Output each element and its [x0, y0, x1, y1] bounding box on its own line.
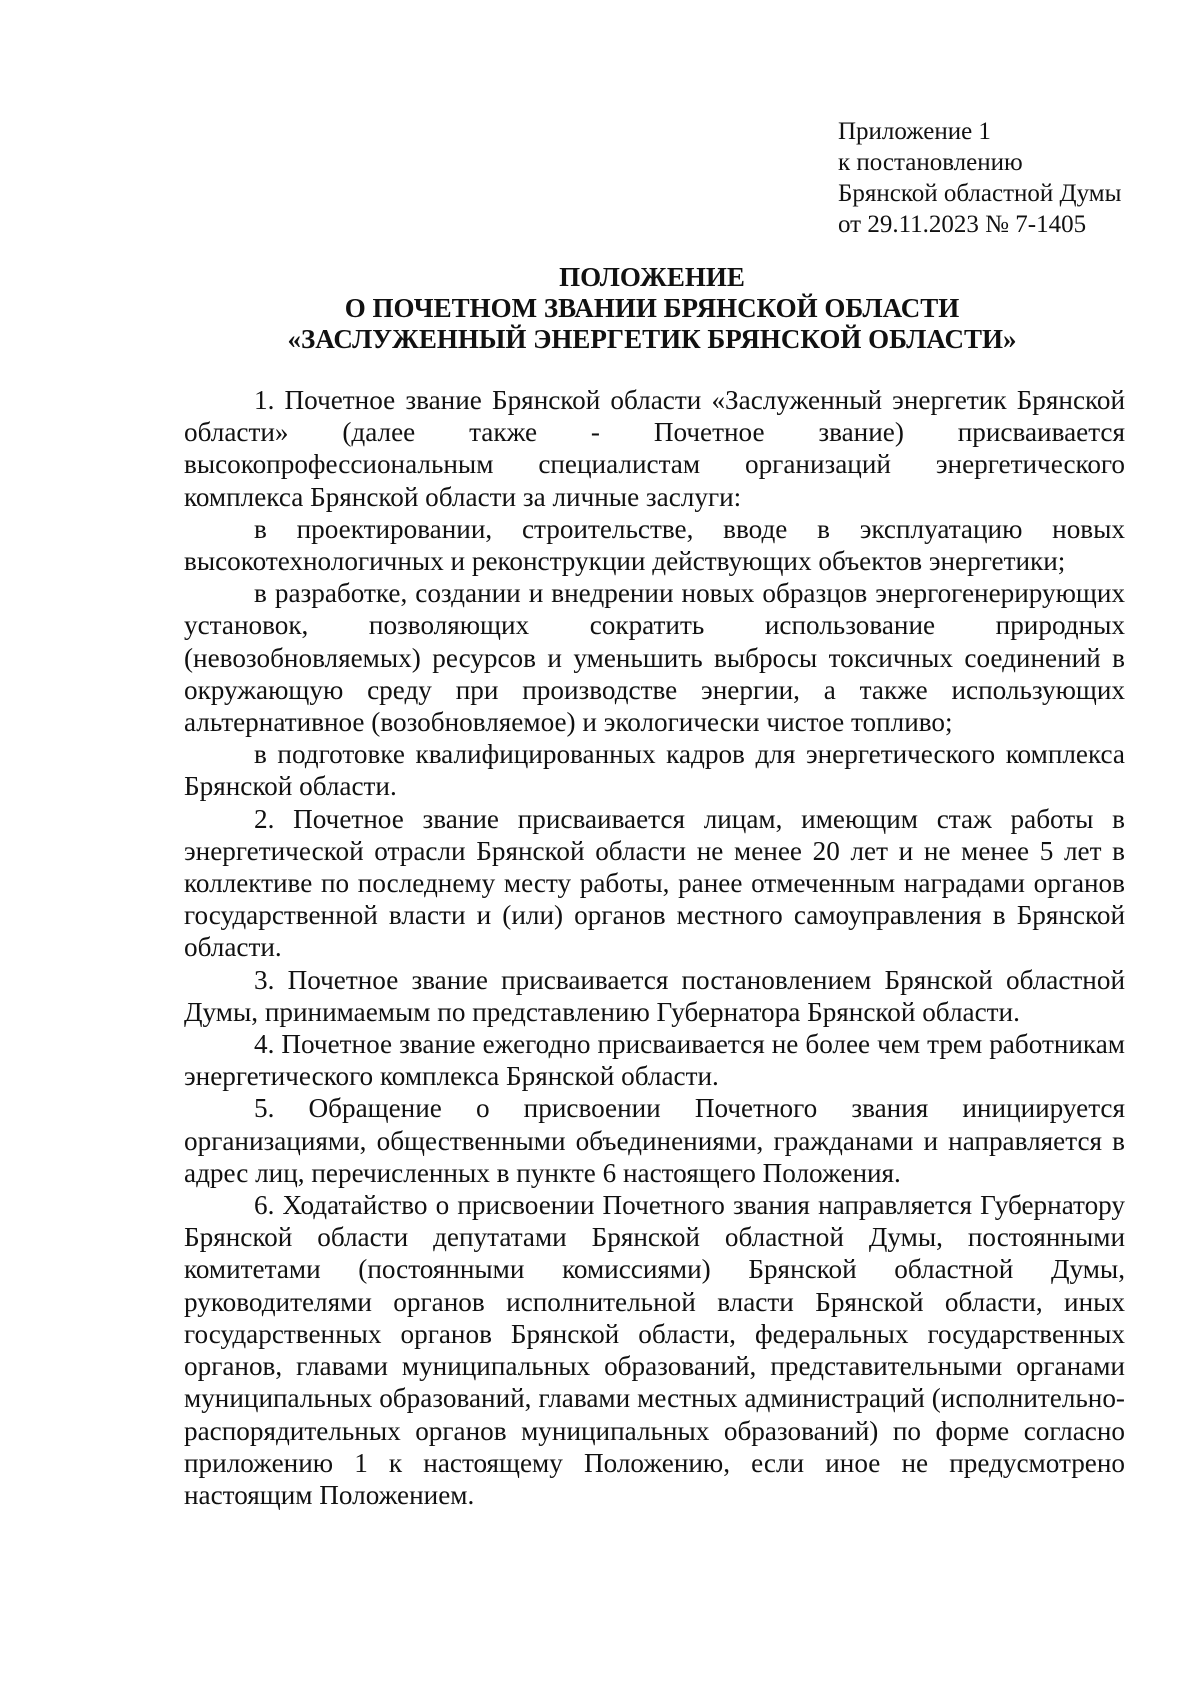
appendix-issuer: Брянской областной Думы [838, 180, 1122, 207]
paragraph-3: 3. Почетное звание присваивается постановлением Брянской областной Думы, принимаемым по представлению Губернатора Брянской области. [184, 964, 1125, 1027]
paragraph-1-item-training: в подготовке квалифицированных кадров для энергетического комплекса Брянской области. [184, 739, 1125, 802]
paragraph-6: 6. Ходатайство о присвоении Почетного звания направляется Губернатору Брянской области депутатами Брянской областной Думы, постоянными комитетами (постоянными комиссиями) Брянской областной Думы, руководителями органов исполнительной власти Брянской области, иных государственных органов Брянской области, федеральных государственных органов, главами муниципальных образований, представительными органами муниципальных образований, главами местных администраций (исполнительно-распорядительных органов муниципальных образований) по форме согласно приложению 1 к настоящему Положению, если иное не предусмотрено настоящим Положением. [184, 1190, 1125, 1510]
paragraph-1-item-design: в проектировании, строительстве, вводе в эксплуатацию новых высокотехнологичных и реконструкции действующих объектов энергетики; [184, 513, 1125, 577]
document-title [180, 262, 1124, 355]
paragraph-4: 4. Почетное звание ежегодно присваивается не более чем трем работникам энергетического комплекса Брянской области. [184, 1029, 1125, 1092]
paragraph-1: 1. Почетное звание Брянской области «Заслуженный энергетик Брянской области» (далее также - Почетное звание) присваивается высокопрофессиональным специалистам организаций энергетического комплекса Брянской области за личные заслуги: [184, 385, 1125, 512]
appendix-date-number: от 29.11.2023 № 7-1405 [838, 211, 1087, 238]
document-body [184, 384, 1125, 1511]
title-line-3: «ЗАСЛУЖЕННЫЙ ЭНЕРГЕТИК БРЯНСКОЙ ОБЛАСТИ» [287, 324, 1017, 354]
title-line-2: О ПОЧЕТНОМ ЗВАНИИ БРЯНСКОЙ ОБЛАСТИ [344, 293, 960, 323]
title-line-1: ПОЛОЖЕНИЕ [559, 262, 745, 292]
appendix-reference [838, 116, 1121, 240]
paragraph-2: 2. Почетное звание присваивается лицам, имеющим стаж работы в энергетической отрасли Брянской области не менее 20 лет и не менее 5 лет в коллективе по последнему месту работы, ранее отмеченным наградами органов государственной власти и (или) органов местного самоуправления в Брянской области. [184, 803, 1125, 963]
paragraph-5: 5. Обращение о присвоении Почетного звания инициируется организациями, общественными объединениями, гражданами и направляется в адрес лиц, перечисленных в пункте 6 настоящего Положения. [184, 1093, 1125, 1188]
paragraph-1-item-development: в разработке, создании и внедрении новых образцов энергогенерирующих установок, позволяющих сократить использование природных (невозобновляемых) ресурсов и уменьшить выбросы токсичных соединений в окружающую среду при производстве энергии, а также использующих альтернативное (возобновляемое) и экологически чистое топливо; [184, 578, 1125, 738]
appendix-to-resolution: к постановлению [838, 149, 1023, 176]
appendix-number: Приложение 1 [838, 118, 991, 145]
